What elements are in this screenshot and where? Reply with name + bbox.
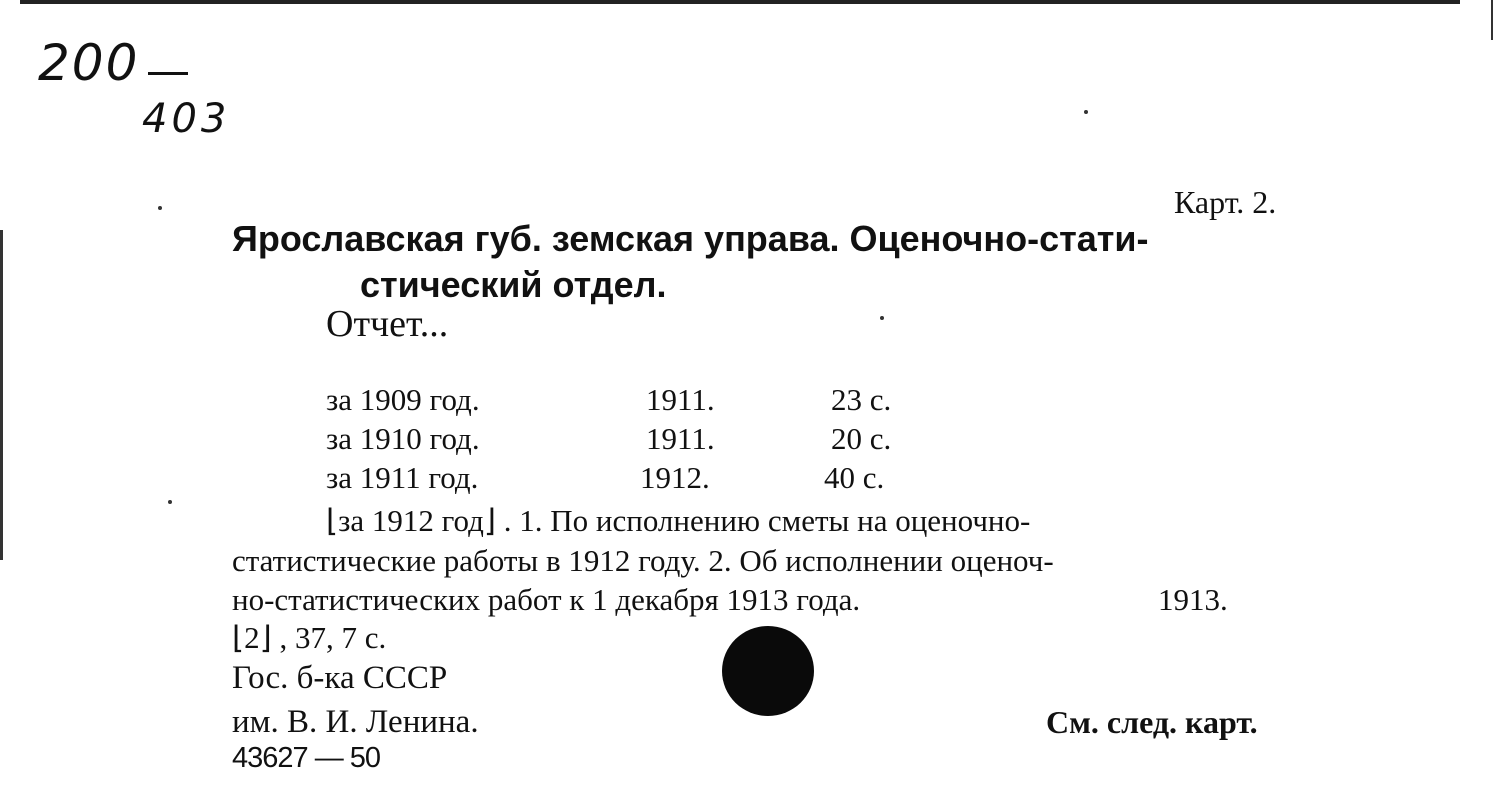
description-line-3: но-статистических работ к 1 декабря 1913 года. [232, 582, 861, 617]
card-top-edge [20, 0, 1460, 4]
library-name-line-2: им. В. И. Ленина. [232, 704, 479, 740]
entry-period: за 1910 год. [326, 421, 480, 456]
library-name-line-1: Гос. б-ка СССР [232, 660, 448, 696]
card-number: Карт. 2. [1174, 184, 1277, 220]
handwritten-dash [148, 72, 188, 75]
report-title: Отчет... [326, 303, 449, 345]
see-next-card: См. след. карт. [1046, 704, 1258, 740]
ink-speck [1084, 110, 1088, 114]
card-right-edge [1491, 0, 1493, 40]
ink-speck [880, 316, 884, 320]
ink-speck [158, 206, 162, 210]
entry-pages: 20 с. [831, 421, 892, 456]
entry-period: за 1909 год. [326, 382, 480, 417]
handwritten-shelfmark-bottom: 403 [142, 96, 231, 142]
entry-period: за 1911 год. [326, 460, 479, 495]
entry-year: 1911. [646, 421, 715, 456]
card-left-edge [0, 230, 3, 560]
collation: ⌊2⌋ , 37, 7 с. [232, 620, 387, 655]
entry-pages: 23 с. [831, 382, 892, 417]
publication-year: 1913. [1158, 582, 1228, 617]
description-line-2: статистические работы в 1912 году. 2. Об исполнении оценоч- [232, 543, 1054, 578]
heading-line-1: Ярославская губ. земская управа. Оценочно-стати- [232, 218, 1149, 259]
punch-hole [722, 626, 814, 716]
entry-year: 1912. [640, 460, 710, 495]
inventory-number: 43627 — 50 [232, 742, 381, 774]
description-line-1: ⌊за 1912 год⌋ . 1. По исполнению сметы на оценочно- [326, 503, 1031, 538]
ink-speck [168, 500, 172, 504]
handwritten-shelfmark-top: 200 [38, 34, 140, 92]
entry-pages: 40 с. [824, 460, 885, 495]
entry-year: 1911. [646, 382, 715, 417]
heading-line-2: стический отдел. [360, 264, 667, 305]
